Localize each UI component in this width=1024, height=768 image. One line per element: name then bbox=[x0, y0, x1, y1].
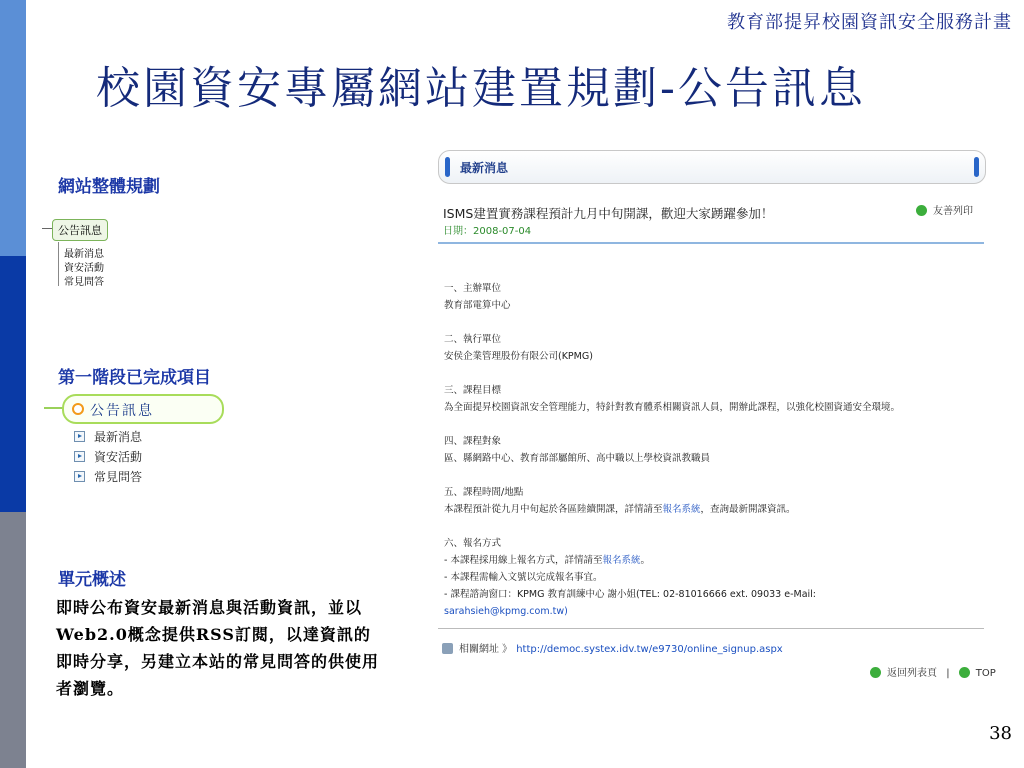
side-bar-top bbox=[0, 0, 26, 256]
article-date: 日期：2008-07-04 bbox=[443, 226, 532, 237]
sitemap-item: 資安活動 bbox=[64, 263, 104, 274]
body-line: 二、執行單位 bbox=[444, 334, 502, 345]
article-body bbox=[444, 280, 984, 620]
sitemap-small bbox=[42, 218, 132, 290]
print-label: 友善列印 bbox=[933, 206, 973, 217]
sitemap-root-pill bbox=[62, 394, 224, 424]
slide-number: 38 bbox=[989, 723, 1012, 744]
sitemap-item: 常見問答 bbox=[64, 277, 104, 288]
sitemap-item-label: 最新消息 bbox=[94, 430, 143, 444]
slide-title: 校園資安專屬網站建置規劃-公告訊息 bbox=[96, 63, 866, 114]
text-segment: - 本課程採用線上報名方式，詳情請至 bbox=[444, 555, 603, 566]
arrow-right-icon bbox=[74, 431, 85, 442]
side-bar-middle bbox=[0, 256, 26, 512]
body-line: 六、報名方式 bbox=[444, 538, 502, 549]
header-cap-left bbox=[445, 157, 450, 177]
email-link[interactable]: sarahsieh@kpmg.com.tw) bbox=[444, 606, 568, 617]
side-bar-bottom bbox=[0, 512, 26, 768]
spacer bbox=[444, 365, 984, 382]
sitemap-item bbox=[74, 448, 142, 465]
sitemap-item-label: 常見問答 bbox=[94, 470, 143, 484]
back-icon bbox=[870, 667, 881, 678]
body-line: - 本課程需輸入文號以完成報名事宜。 bbox=[444, 572, 603, 583]
register-system-link[interactable]: 報名系統 bbox=[662, 504, 701, 515]
sitemap-item bbox=[74, 468, 142, 485]
spacer bbox=[444, 518, 984, 535]
sitemap-root-node: 公告訊息 bbox=[52, 219, 108, 241]
related-url-row bbox=[442, 640, 783, 655]
body-line: 教育部電算中心 bbox=[444, 300, 511, 311]
body-line: 五、課程時間/地點 bbox=[444, 487, 524, 498]
summary-heading: 單元概述 bbox=[58, 570, 126, 590]
divider bbox=[438, 242, 984, 244]
body-line: 三、課程目標 bbox=[444, 385, 502, 396]
bullet-circle-icon bbox=[72, 403, 84, 415]
sitemap-root-label: 公告訊息 bbox=[90, 403, 154, 419]
back-to-list-link[interactable]: 返回列表頁 bbox=[887, 668, 937, 679]
text-segment: 。 bbox=[640, 555, 650, 566]
arrow-right-icon bbox=[74, 451, 85, 462]
top-link[interactable]: TOP bbox=[975, 668, 996, 679]
body-line: 為全面提昇校園資訊安全管理能力，特針對教育體系相關資訊人員，開辦此課程，以強化校園資通安全環境。 bbox=[444, 402, 901, 413]
related-label: 相關網址 》 bbox=[459, 644, 513, 655]
text-segment: 本課程預計從九月中旬起於各區陸續開課，詳情請至 bbox=[444, 504, 663, 515]
separator: | bbox=[946, 668, 950, 679]
related-url-link[interactable]: http://democ.systex.idv.tw/e9730/online_signup.aspx bbox=[516, 644, 783, 655]
news-header-title: 最新消息 bbox=[460, 161, 509, 175]
register-system-link[interactable]: 報名系統 bbox=[602, 555, 641, 566]
text-segment: ，查詢最新開課資訊。 bbox=[700, 504, 796, 515]
body-line: 四、課程對象 bbox=[444, 436, 502, 447]
program-name: 教育部提昇校園資訊安全服務計畫 bbox=[727, 12, 1012, 33]
article-title: ISMS建置實務課程預計九月中旬開課，歡迎大家踴躍參加！ bbox=[443, 206, 774, 221]
top-icon bbox=[959, 667, 970, 678]
bottom-nav bbox=[870, 664, 996, 679]
website-screenshot bbox=[438, 150, 996, 690]
plan-heading: 網站整體規劃 bbox=[58, 177, 160, 197]
spacer bbox=[444, 314, 984, 331]
spacer bbox=[444, 416, 984, 433]
printer-icon bbox=[916, 205, 927, 216]
body-line: 安侯企業管理股份有限公司(KPMG) bbox=[444, 351, 593, 362]
news-header-bar bbox=[438, 150, 986, 184]
connector-line bbox=[42, 228, 52, 229]
body-line: 一、主辦單位 bbox=[444, 283, 502, 294]
divider bbox=[438, 628, 984, 629]
body-line bbox=[444, 501, 984, 518]
sitemap-large bbox=[44, 392, 244, 492]
body-line bbox=[444, 552, 984, 569]
summary-text: 即時公布資安最新消息與活動資訊，並以Web2.0概念提供RSS訂閱，以達資訊的即時分享，另建立本站的常見問答的供使用者瀏覽。 bbox=[56, 598, 380, 698]
body-line: 區、縣網路中心、教育部部屬館所、高中職以上學校資訊教職員 bbox=[444, 453, 711, 464]
spacer bbox=[444, 467, 984, 484]
body-line: - 課程諮詢窗口：KPMG 教育訓練中心 謝小姐(TEL: 02-81016666 ext. 09033 e-Mail: bbox=[444, 589, 816, 600]
connector-line bbox=[44, 407, 64, 409]
sitemap-item: 最新消息 bbox=[64, 249, 104, 260]
print-link[interactable] bbox=[916, 202, 973, 217]
sitemap-item bbox=[74, 428, 142, 445]
header-cap-right bbox=[974, 157, 979, 177]
stage-heading: 第一階段已完成項目 bbox=[58, 368, 211, 388]
sitemap-item-label: 資安活動 bbox=[94, 450, 143, 464]
arrow-right-icon bbox=[74, 471, 85, 482]
link-icon bbox=[442, 643, 453, 654]
tree-line bbox=[58, 242, 59, 286]
